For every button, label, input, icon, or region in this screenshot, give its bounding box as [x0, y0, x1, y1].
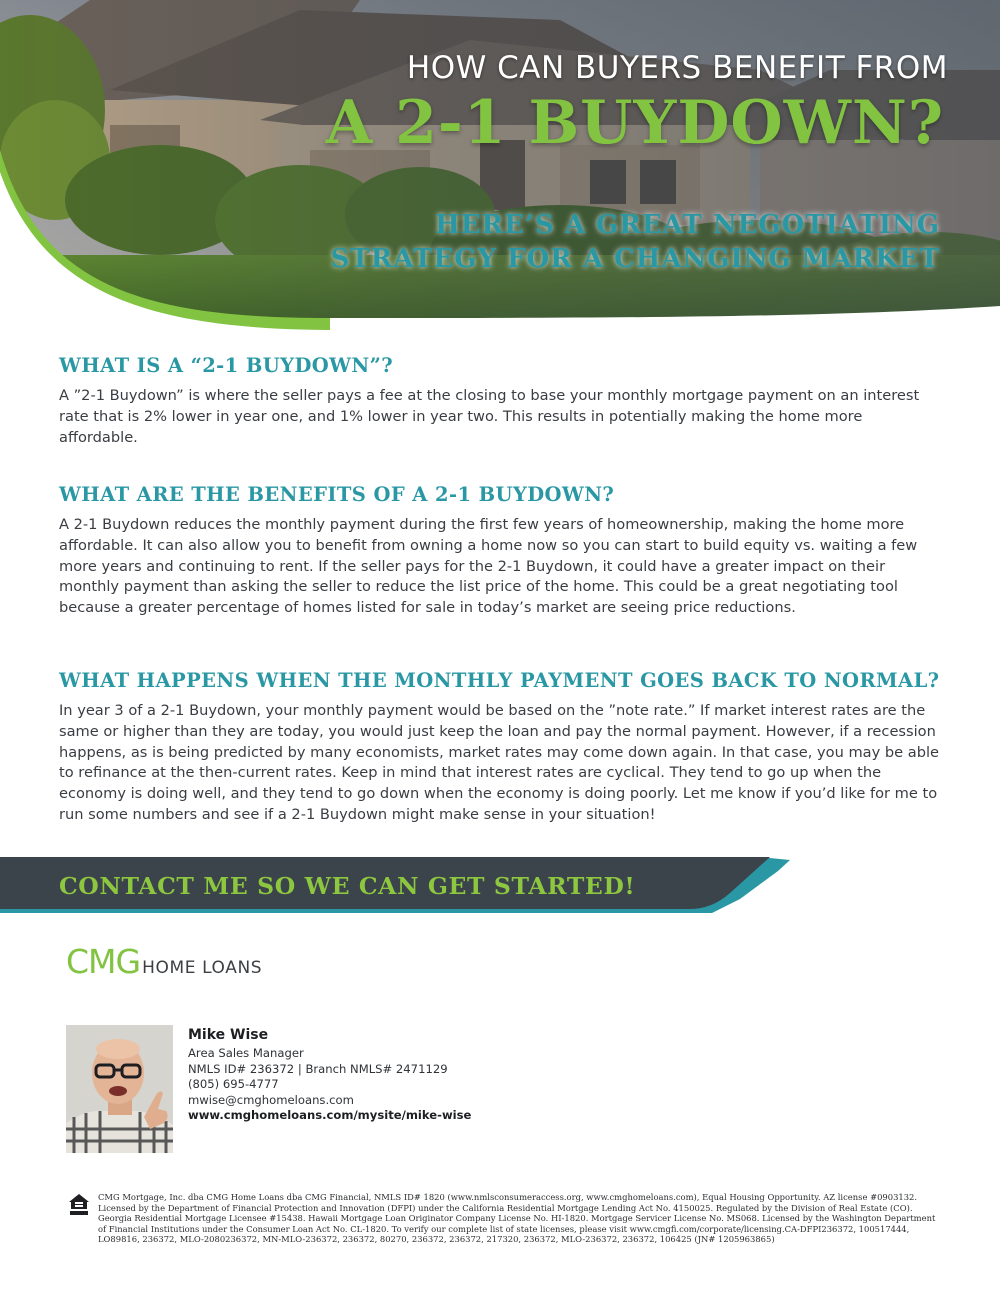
- logo-brand: CMG: [66, 942, 141, 981]
- agent-email[interactable]: mwise@cmghomeloans.com: [188, 1092, 354, 1107]
- section-body: In year 3 of a 2-1 Buydown, your monthly payment would be based on the ”note rate.” If market interest rates are the same or higher than they are today, you would just keep the loan and pay the normal payment. However, if a recession happens, as is being predicted by many economists, market rates may come down again. In that case, you may be able to refinance at the then-current rates. Keep in mind that interest rates are cyclical. They tend to go up when the economy is doing well, and they tend to go down when the economy is doing poorly. Let me know if you’d like for me to run some numbers and see if a 2-1 Buydown might make sense in your situation!: [59, 702, 940, 823]
- hero-subtitle: [331, 208, 940, 276]
- hero-subtitle-line1: HERE’S A GREAT NEGOTIATING: [435, 210, 940, 240]
- section-heading: WHAT IS A “2-1 BUYDOWN”?: [59, 354, 394, 377]
- agent-name: Mike Wise: [188, 1027, 269, 1043]
- section-what-is: [59, 354, 943, 448]
- hero-banner: [0, 0, 1000, 330]
- cmg-logo: [66, 942, 262, 982]
- agent-photo: [66, 1025, 173, 1153]
- agent-website-link[interactable]: www.cmghomeloans.com/mysite/mike-wise: [188, 1108, 472, 1122]
- hero-subtitle-line2: STRATEGY FOR A CHANGING MARKET: [330, 244, 940, 274]
- section-heading: WHAT ARE THE BENEFITS OF A 2-1 BUYDOWN?: [59, 483, 615, 506]
- agent-nmls: NMLS ID# 236372 | Branch NMLS# 2471129: [188, 1061, 448, 1076]
- section-body: A ”2-1 Buydown” is where the seller pays a fee at the closing to base your monthly mortgage payment on an interest rate that is 2% lower in year one, and 1% lower in year two. This results in potentially making the home more affordable.: [59, 387, 920, 446]
- section-body: A 2-1 Buydown reduces the monthly payment during the first few years of homeownership, making the home more affordable. It can also allow you to benefit from owning a home now so you can start to build equity vs. waiting a few more years and continuing to rent. If the seller pays for the 2-1 Buydown, it could have a greater impact on their monthly payment than asking the seller to reduce the list price of the home. This could be a great negotiating tool because a greater percentage of homes listed for sale in today’s market are seeing price reductions.: [59, 516, 918, 617]
- agent-portrait-icon: [66, 1025, 173, 1153]
- agent-info: [188, 1027, 471, 1124]
- contact-banner-text: CONTACT ME SO WE CAN GET STARTED!: [59, 872, 636, 900]
- hero-title-line2: A 2-1 BUYDOWN?: [325, 88, 944, 158]
- logo-suffix: HOME LOANS: [142, 958, 263, 978]
- agent-phone[interactable]: (805) 695-4777: [188, 1077, 279, 1091]
- section-back-to-normal: [59, 669, 943, 826]
- legal-disclaimer: CMG Mortgage, Inc. dba CMG Home Loans dba CMG Financial, NMLS ID# 1820 (www.nmlsconsumeraccess.org, www.cmghomeloans.com), Equal Housing Opportunity. AZ license #0903132. Licensed by the Department of Financial Protection and Innovation (DFPI) under the California Residential Mortgage Lending Act No. 4150025. Regulated by the Division of Real Estate (CO). Georgia Residential Mortgage Licensee #15438. Hawaii Mortgage Loan Originator Company License No. HI-1820. Mortgage Servicer License No. MS068. Licensed by the Washington Department of Financial Institutions under the Consumer Loan Act No. CL-1820. To verify our complete list of state licenses, please visit www.cmgfi.com/corporate/licensing.CA-DFPI236372, 100517444, LO89816, 236372, MLO-2080236372, MN-MLO-236372, 236372, 80270, 236372, 236372, 217320, 236372, MLO-236372, 236372, 106425 (JN# 1205963865): [98, 1192, 936, 1245]
- section-heading: WHAT HAPPENS WHEN THE MONTHLY PAYMENT GOES BACK TO NORMAL?: [59, 669, 940, 692]
- agent-title: Area Sales Manager: [188, 1046, 304, 1060]
- section-benefits: [59, 483, 943, 619]
- hero-title-line1: HOW CAN BUYERS BENEFIT FROM: [406, 50, 948, 86]
- equal-housing-icon: [69, 1193, 89, 1217]
- contact-banner: [0, 857, 1000, 919]
